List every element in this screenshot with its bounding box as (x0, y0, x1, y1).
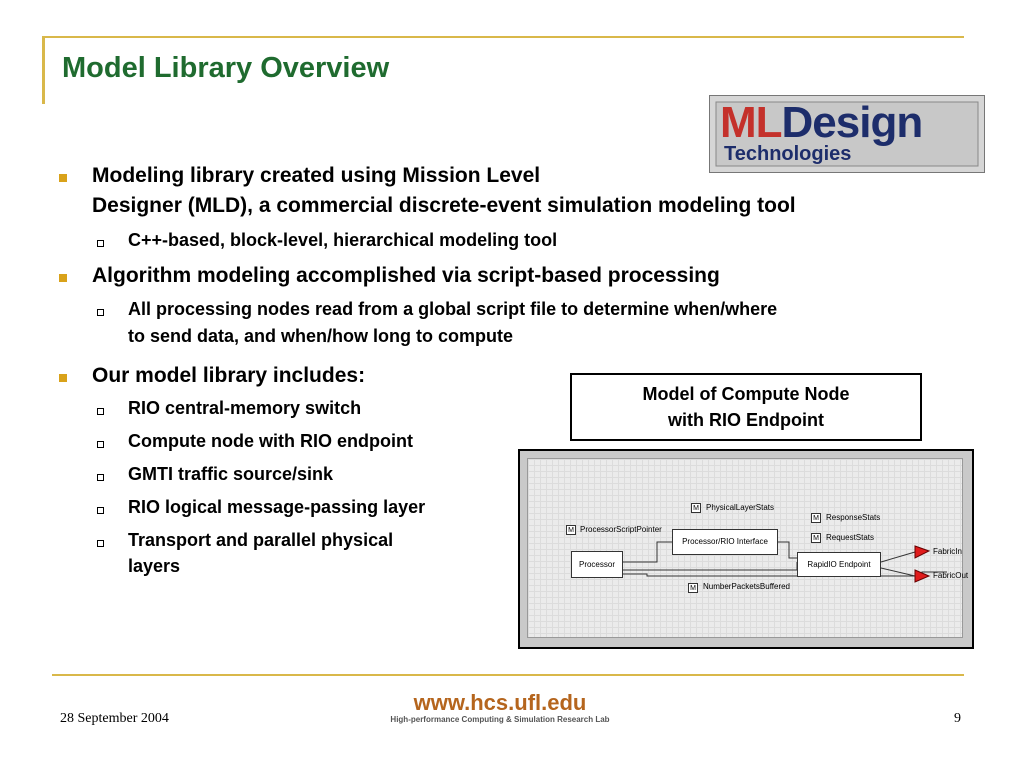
bullet-3-sub-1: RIO central-memory switch (128, 398, 362, 418)
logo-technologies: Technologies (724, 143, 852, 165)
bullet-3-sub-2: Compute node with RIO endpoint (128, 431, 413, 451)
m-icon: M (566, 525, 576, 535)
sub-bullet-square (97, 240, 104, 247)
bullet-2-sub-1-line2: to send data, and when/how long to compute (128, 326, 513, 346)
bottom-rule (52, 674, 964, 676)
footer-lab-name: High-performance Computing & Simulation Research Lab (390, 715, 610, 724)
caption-line1: Model of Compute Node (642, 384, 850, 404)
bullet-1-line1: Modeling library created using Mission Level (92, 164, 541, 187)
sub-bullet-square (97, 408, 104, 415)
mldesign-logo (709, 95, 985, 173)
slide-title: Model Library Overview (62, 52, 390, 84)
request-stats-label: RequestStats (826, 533, 875, 542)
logo-design: Design (781, 98, 923, 147)
bullet-square (59, 174, 67, 182)
bullet-square (59, 374, 67, 382)
bullet-2: Algorithm modeling accomplished via script-based processing (92, 264, 720, 287)
bullet-3-sub-3: GMTI traffic source/sink (128, 464, 334, 484)
footer-date: 28 September 2004 (60, 711, 169, 726)
physical-stats-label: PhysicalLayerStats (706, 503, 775, 512)
m-icon: M (688, 583, 698, 593)
m-icon: M (811, 533, 821, 543)
sub-bullet-square (97, 474, 104, 481)
page-number: 9 (954, 711, 961, 726)
fabric-in-label: FabricIn (933, 547, 962, 556)
sub-bullet-square (97, 540, 104, 547)
bullet-3-sub-5-line1: Transport and parallel physical (128, 530, 394, 550)
bullet-1-sub-1: C++-based, block-level, hierarchical modeling tool (128, 230, 558, 250)
bullet-3-sub-4: RIO logical message-passing layer (128, 497, 426, 517)
sub-bullet-square (97, 507, 104, 514)
caption-line2: with RIO Endpoint (668, 410, 824, 430)
script-pointer-label: ProcessorScriptPointer (580, 525, 662, 534)
response-stats-label: ResponseStats (826, 513, 881, 522)
bullet-3: Our model library includes: (92, 364, 366, 387)
bullet-3-sub-5-line2: layers (128, 556, 181, 576)
bullet-1-line2: Designer (MLD), a commercial discrete-event simulation modeling tool (92, 194, 796, 217)
bullet-2-sub-1-line1: All processing nodes read from a global script file to determine when/where (128, 299, 778, 319)
top-rule (42, 36, 964, 38)
packets-buffered-label: NumberPacketsBuffered (703, 582, 791, 591)
sub-bullet-square (97, 441, 104, 448)
sub-bullet-square (97, 309, 104, 316)
left-rule (42, 36, 45, 104)
footer-url[interactable]: www.hcs.ufl.edu (413, 690, 587, 715)
endpoint-block[interactable]: RapidIO Endpoint (797, 552, 881, 577)
bullet-square (59, 274, 67, 282)
logo-ml: ML (720, 98, 782, 147)
interface-block[interactable]: Processor/RIO Interface (672, 529, 778, 555)
m-icon: M (691, 503, 701, 513)
m-icon: M (811, 513, 821, 523)
processor-block[interactable]: Processor (571, 551, 623, 578)
diagram-caption (570, 373, 922, 441)
fabric-out-label: FabricOut (933, 571, 969, 580)
